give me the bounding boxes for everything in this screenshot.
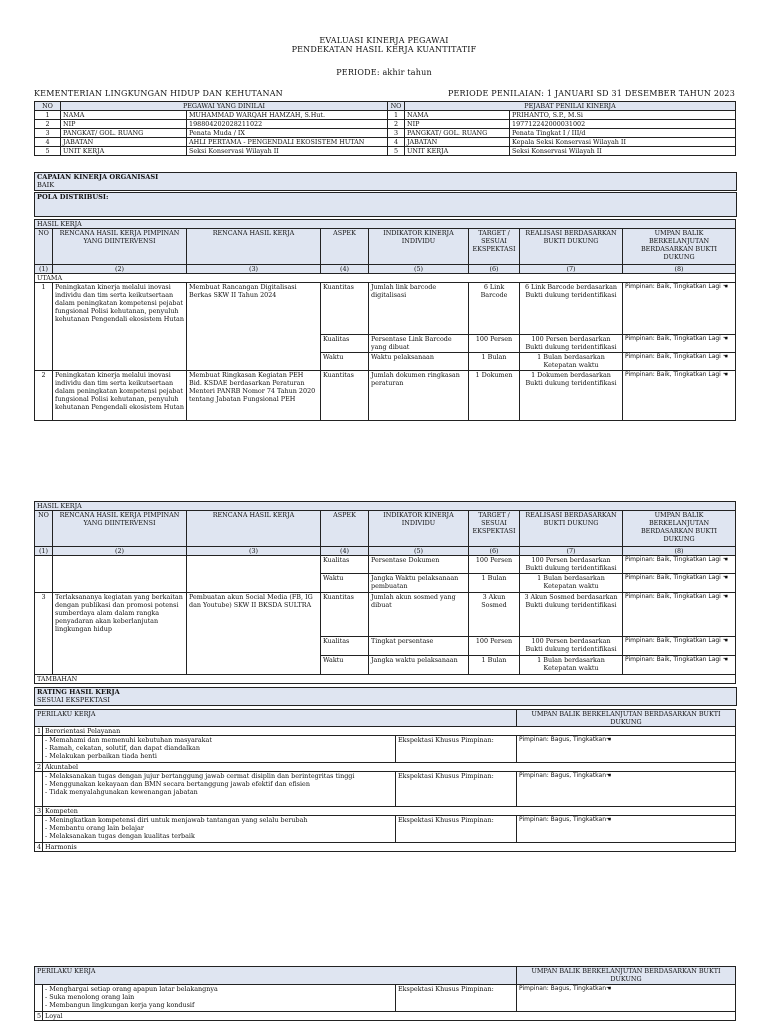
item-realisasi: 1 Bulan berdasarkan Ketepatan waktu <box>520 353 623 371</box>
item-indikator: Jumlah dokumen ringkasan peraturan <box>369 371 469 421</box>
table-row <box>35 816 736 843</box>
item-indikator: Waktu pelaksanaan <box>369 353 469 371</box>
periode-penilaian: PERIODE PENILAIAN: 1 JANUARI SD 31 DESEMBER TAHUN 2023 <box>447 89 735 98</box>
pointer-icon: ☚ <box>606 736 612 743</box>
row-label: JABATAN <box>61 138 187 147</box>
col-header: TARGET / SESUAI EKSPEKTASI <box>469 229 520 265</box>
col-header: REALISASI BERDASARKAN BUKTI DUKUNG <box>520 511 623 547</box>
item-umpan: Pimpinan: Baik, Tingkatkan Lagi ☚ <box>623 574 736 593</box>
col-number: (5) <box>369 265 469 274</box>
item-target: 6 Link Barcode <box>469 283 520 335</box>
row-no: 5 <box>388 147 405 156</box>
col-header: TARGET / SESUAI EKSPEKTASI <box>469 511 520 547</box>
item-aspek: Kuantitas <box>321 593 369 637</box>
col-number: (3) <box>187 265 321 274</box>
col-number: (4) <box>321 265 369 274</box>
item-target: 1 Bulan <box>469 353 520 371</box>
pegawai-value: Seksi Konservasi Wilayah II <box>187 147 388 156</box>
item-aspek: Waktu <box>321 656 369 675</box>
pegawai-value: MUHAMMAD WARQAH HAMZAH, S.Hut. <box>187 111 388 120</box>
col-number: (7) <box>520 265 623 274</box>
utama-label: UTAMA <box>35 274 736 283</box>
item-umpan: Pimpinan: Baik, Tingkatkan Lagi ☚ <box>623 283 736 335</box>
col-number: (5) <box>369 547 469 556</box>
perilaku-item-title: Berorientasi Pelayanan <box>43 727 736 736</box>
col-header: RENCANA HASIL KERJA PIMPINAN YANG DIINTERVENSI <box>53 229 187 265</box>
item-aspek: Kualitas <box>321 637 369 656</box>
pointer-icon: ☚ <box>722 283 729 290</box>
pointer-icon: ☚ <box>722 656 729 663</box>
pointer-icon: ☚ <box>606 772 612 779</box>
pegawai-value: 198804202028211022 <box>187 120 388 129</box>
item-rencana: Membuat Rancangan Digitalisasi Berkas SKW II Tahun 2024 <box>187 283 321 371</box>
col-header: RENCANA HASIL KERJA <box>187 229 321 265</box>
item-rencana: Pembuatan akun Social Media (FB, IG dan Youtube) SKW II BKSDA SULTRA <box>187 593 321 675</box>
perilaku-table-continued <box>34 966 736 1021</box>
item-realisasi: 100 Persen berdasarkan Bukti dukung teridentifikasi <box>520 637 623 656</box>
table-row <box>35 371 736 421</box>
item-pimpinan: Peningkatan kinerja melalui inovasi individu dan tim serta keikutsertaan dalam peningkatan kompetensi pejabat fungsional Polisi kehutanan, penyuluh kehutanan Pengendali ekosistem Hutan <box>53 371 187 421</box>
perilaku-no: 1 <box>35 727 43 736</box>
item-aspek: Kualitas <box>321 335 369 353</box>
row-label: UNIT KERJA <box>61 147 187 156</box>
pejabat-value: PRIHANTO, S.P., M.Si <box>510 111 736 120</box>
capaian-value: BAIK <box>37 181 55 189</box>
pointer-icon: ☚ <box>722 335 729 342</box>
identity-row <box>35 120 736 129</box>
pejabat-value: 197712242000031002 <box>510 120 736 129</box>
item-realisasi: 1 Bulan berdasarkan Ketepatan waktu <box>520 656 623 675</box>
perilaku-umpan-title: UMPAN BALIK BERKELANJUTAN BERDASARKAN BUKTI DUKUNG <box>517 710 736 727</box>
identity-row <box>35 147 736 156</box>
row-no: 4 <box>388 138 405 147</box>
identity-row <box>35 138 736 147</box>
item-indikator: Persentase Dokumen <box>369 556 469 574</box>
doc-title-line2: PENDEKATAN HASIL KERJA KUANTITATIF <box>291 45 477 54</box>
item-indikator: Jumlah akun sosmed yang dibuat <box>369 593 469 637</box>
col-header: UMPAN BALIK BERKELANJUTAN BERDASARKAN BUKTI DUKUNG <box>623 229 736 265</box>
pointer-icon: ☚ <box>606 985 612 992</box>
table-row <box>35 985 736 1012</box>
capaian-section <box>34 172 737 191</box>
perilaku-points: - Memahami dan memenuhi kebutuhan masyarakat - Ramah, cekatan, solutif, dan dapat diandalkan - Melakukan perbaikan tiada henti <box>43 736 396 763</box>
col-header: RENCANA HASIL KERJA PIMPINAN YANG DIINTERVENSI <box>53 511 187 547</box>
item-aspek: Waktu <box>321 353 369 371</box>
pointer-icon: ☚ <box>722 353 729 360</box>
item-aspek: Kualitas <box>321 556 369 574</box>
col-header: NO <box>35 229 53 265</box>
row-no: 2 <box>388 120 405 129</box>
pejabat-value: Penata Tingkat I / III/d <box>510 129 736 138</box>
row-no: 4 <box>35 138 61 147</box>
pointer-icon: ☚ <box>722 637 729 644</box>
row-no: 3 <box>35 129 61 138</box>
item-realisasi: 1 Dokumen berdasarkan Bukti dukung teridentifikasi <box>520 371 623 421</box>
col-number: (8) <box>623 265 736 274</box>
rating-value: SESUAI EKSPEKTASI <box>37 696 111 704</box>
rating-title: RATING HASIL KERJA <box>37 688 120 696</box>
perilaku-item-title: Loyal <box>43 1012 736 1021</box>
row-label: NAMA <box>405 111 510 120</box>
identity-row <box>35 129 736 138</box>
item-target: 1 Bulan <box>469 656 520 675</box>
col-number: (7) <box>520 547 623 556</box>
item-aspek: Waktu <box>321 574 369 593</box>
ekspektasi-label: Ekspektasi Khusus Pimpinan: <box>396 772 517 807</box>
col-number: (1) <box>35 265 53 274</box>
perilaku-umpan: Pimpinan: Bagus, Tingkatkan☚ <box>517 985 736 1012</box>
identity-col-no-2: NO <box>388 102 405 111</box>
item-no: 3 <box>35 593 53 675</box>
capaian-title: CAPAIAN KINERJA ORGANISASI <box>37 173 159 181</box>
ekspektasi-label: Ekspektasi Khusus Pimpinan: <box>396 816 517 843</box>
perilaku-item-title: Harmonis <box>43 843 736 852</box>
pointer-icon: ☚ <box>722 593 729 600</box>
row-no: 1 <box>35 111 61 120</box>
col-header: INDIKATOR KINERJA INDIVIDU <box>369 511 469 547</box>
item-indikator: Jumlah link barcode digitalisasi <box>369 283 469 335</box>
row-label: PANGKAT/ GOL. RUANG <box>61 129 187 138</box>
col-header: ASPEK <box>321 229 369 265</box>
col-number: (3) <box>187 547 321 556</box>
identity-pejabat-title: PEJABAT PENILAI KINERJA <box>405 102 736 111</box>
instansi-name: KEMENTERIAN LINGKUNGAN HIDUP DAN KEHUTANAN <box>34 89 283 98</box>
ekspektasi-label: Ekspektasi Khusus Pimpinan: <box>396 985 517 1012</box>
row-label: NAMA <box>61 111 187 120</box>
pointer-icon: ☚ <box>722 556 729 563</box>
item-umpan: Pimpinan: Baik, Tingkatkan Lagi ☚ <box>623 353 736 371</box>
item-realisasi: 6 Link Barcode berdasarkan Bukti dukung teridentifikasi <box>520 283 623 335</box>
hasil-kerja-table-continued <box>34 501 736 684</box>
pointer-icon: ☚ <box>606 816 612 823</box>
perilaku-no: 3 <box>35 807 43 816</box>
item-realisasi: 100 Persen berdasarkan Bukti dukung teridentifikasi <box>520 556 623 574</box>
item-aspek: Kuantitas <box>321 283 369 335</box>
col-header: REALISASI BERDASARKAN BUKTI DUKUNG <box>520 229 623 265</box>
row-no: 2 <box>35 120 61 129</box>
item-pimpinan: Peningkatan kinerja melalui inovasi individu dan tim serta keikutsertaan dalam peningkatan kompetensi pejabat fungsional Polisi kehutanan, penyuluh kehutanan Pengendali ekosistem Hutan <box>53 283 187 371</box>
item-umpan: Pimpinan: Baik, Tingkatkan Lagi ☚ <box>623 335 736 353</box>
identity-row <box>35 111 736 120</box>
pegawai-value: Penata Muda / IX <box>187 129 388 138</box>
rating-section <box>34 687 737 706</box>
col-number: (2) <box>53 265 187 274</box>
perilaku-umpan: Pimpinan: Bagus, Tingkatkan☚ <box>517 736 736 763</box>
perilaku-no: 4 <box>35 843 43 852</box>
hasil-kerja-title: HASIL KERJA <box>35 502 736 511</box>
table-row <box>35 556 736 574</box>
hasil-kerja-table <box>34 219 736 421</box>
identity-pegawai-title: PEGAWAI YANG DINILAI <box>61 102 388 111</box>
item-realisasi: 100 Persen berdasarkan Bukti dukung teridentifikasi <box>520 335 623 353</box>
col-number: (6) <box>469 547 520 556</box>
item-target: 1 Dokumen <box>469 371 520 421</box>
item-indikator: Persentase Link Barcode yang dibuat <box>369 335 469 353</box>
ekspektasi-label: Ekspektasi Khusus Pimpinan: <box>396 736 517 763</box>
pointer-icon: ☚ <box>722 371 729 378</box>
item-indikator: Jangka Waktu pelaksanaan pembuatan <box>369 574 469 593</box>
row-label: UNIT KERJA <box>405 147 510 156</box>
identity-table <box>34 101 736 156</box>
pejabat-value: Seksi Konservasi Wilayah II <box>510 147 736 156</box>
item-umpan: Pimpinan: Baik, Tingkatkan Lagi ☚ <box>623 371 736 421</box>
perilaku-item-title: Akuntabel <box>43 763 736 772</box>
row-label: JABATAN <box>405 138 510 147</box>
col-number: (2) <box>53 547 187 556</box>
col-number: (8) <box>623 547 736 556</box>
doc-periode: PERIODE: akhir tahun <box>336 68 432 77</box>
perilaku-umpan-title: UMPAN BALIK BERKELANJUTAN BERDASARKAN BUKTI DUKUNG <box>517 967 736 985</box>
item-realisasi: 1 Bulan berdasarkan Ketepatan waktu <box>520 574 623 593</box>
col-number: (4) <box>321 547 369 556</box>
doc-title-line1: EVALUASI KINERJA PEGAWAI <box>319 36 449 45</box>
col-header: NO <box>35 511 53 547</box>
item-target: 100 Persen <box>469 637 520 656</box>
identity-col-no: NO <box>35 102 61 111</box>
col-header: RENCANA HASIL KERJA <box>187 511 321 547</box>
perilaku-points: - Menghargai setiap orang apapun latar belakangnya - Suka menolong orang lain - Membangun lingkungan kerja yang kondusif <box>43 985 396 1012</box>
perilaku-item-title: Kompeten <box>43 807 736 816</box>
item-no: 2 <box>35 371 53 421</box>
item-indikator: Jangka waktu pelaksanaan <box>369 656 469 675</box>
table-row <box>35 283 736 335</box>
row-label: NIP <box>61 120 187 129</box>
pejabat-value: Kepala Seksi Konservasi Wilayah II <box>510 138 736 147</box>
hasil-kerja-title: HASIL KERJA <box>35 220 736 229</box>
row-label: PANGKAT/ GOL. RUANG <box>405 129 510 138</box>
row-label: NIP <box>405 120 510 129</box>
item-rencana: Membuat Ringkasan Kegiatan PEH Bid. KSDAE berdasarkan Peraturan Menteri PANRB Nomor 74 Tahun 2020 tentang Jabatan Fungsional PEH <box>187 371 321 421</box>
item-no: 1 <box>35 283 53 371</box>
item-umpan: Pimpinan: Baik, Tingkatkan Lagi ☚ <box>623 593 736 637</box>
col-header: UMPAN BALIK BERKELANJUTAN BERDASARKAN BUKTI DUKUNG <box>623 511 736 547</box>
tambahan-label: TAMBAHAN <box>35 675 736 684</box>
item-umpan: Pimpinan: Baik, Tingkatkan Lagi ☚ <box>623 637 736 656</box>
item-umpan: Pimpinan: Baik, Tingkatkan Lagi ☚ <box>623 556 736 574</box>
perilaku-points: - Melaksanakan tugas dengan jujur bertanggung jawab cermat disiplin dan berintegritas tinggi - Menggunakan kekayaan dan BMN secara bertanggung jawab efektif dan efisien - Tidak menyalahgunakan kewenangan jabatan <box>43 772 396 807</box>
item-target: 100 Persen <box>469 335 520 353</box>
item-target: 100 Persen <box>469 556 520 574</box>
table-row <box>35 736 736 763</box>
item-realisasi: 3 Akun Sosmed berdasarkan Bukti dukung teridentifikasi <box>520 593 623 637</box>
perilaku-table <box>34 709 736 852</box>
table-row <box>35 593 736 637</box>
perilaku-no: 2 <box>35 763 43 772</box>
item-pimpinan: Terlaksananya kegiatan yang berkaitan dengan publikasi dan promosi potensi sumberdaya alam dalam rangka penyadaran akan keberlanjutan lingkungan hidup <box>53 593 187 675</box>
col-header: INDIKATOR KINERJA INDIVIDU <box>369 229 469 265</box>
col-number: (6) <box>469 265 520 274</box>
row-no: 3 <box>388 129 405 138</box>
item-target: 3 Akun Sosmed <box>469 593 520 637</box>
item-indikator: Tingkat persentase <box>369 637 469 656</box>
col-header: ASPEK <box>321 511 369 547</box>
pegawai-value: AHLI PERTAMA - PENGENDALI EKOSISTEM HUTAN <box>187 138 388 147</box>
pola-title: POLA DISTRIBUSI: <box>37 193 109 201</box>
col-number: (1) <box>35 547 53 556</box>
item-umpan: Pimpinan: Baik, Tingkatkan Lagi ☚ <box>623 656 736 675</box>
item-aspek: Kuantitas <box>321 371 369 421</box>
item-target: 1 Bulan <box>469 574 520 593</box>
perilaku-umpan: Pimpinan: Bagus, Tingkatkan☚ <box>517 772 736 807</box>
perilaku-no: 5 <box>35 1012 43 1021</box>
perilaku-title: PERILAKU KERJA <box>35 967 517 985</box>
perilaku-points: - Meningkatkan kompetensi diri untuk menjawab tantangan yang selalu berubah - Membantu orang lain belajar - Melaksanakan tugas dengan kualitas terbaik <box>43 816 396 843</box>
perilaku-title: PERILAKU KERJA <box>35 710 517 727</box>
table-row <box>35 772 736 807</box>
row-no: 5 <box>35 147 61 156</box>
row-no: 1 <box>388 111 405 120</box>
pointer-icon: ☚ <box>722 574 729 581</box>
pola-section <box>34 192 737 217</box>
perilaku-umpan: Pimpinan: Bagus, Tingkatkan☚ <box>517 816 736 843</box>
